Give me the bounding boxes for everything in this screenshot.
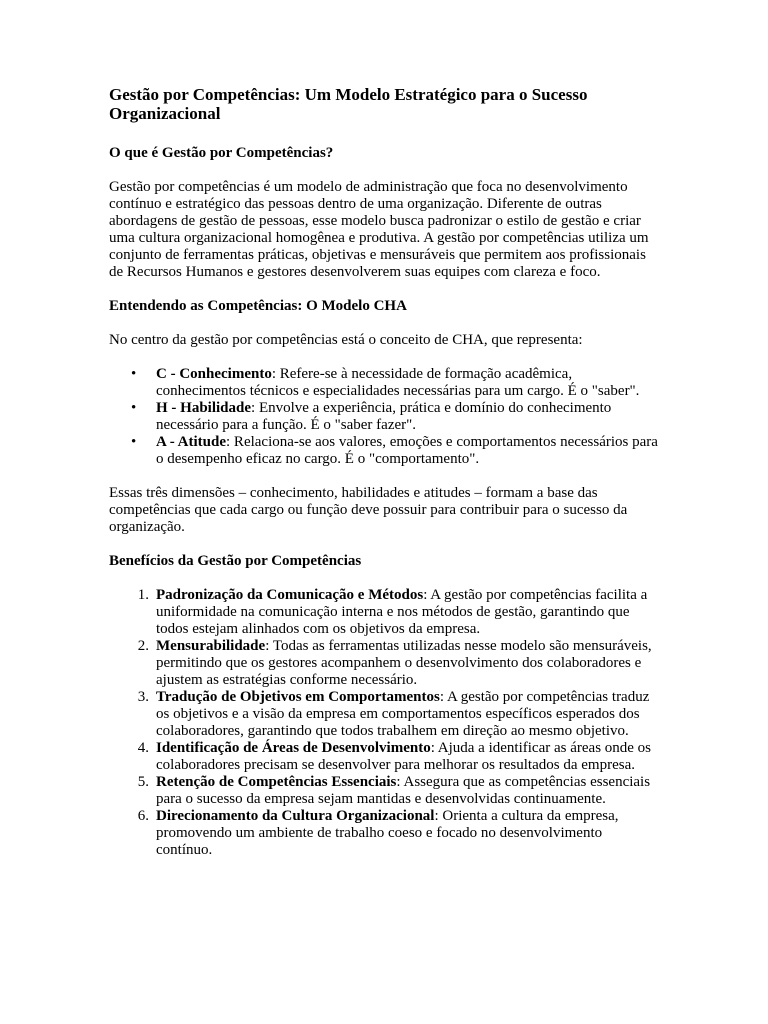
list-item <box>109 808 661 859</box>
list-item-term: Direcionamento da Cultura Organizacional <box>156 808 435 824</box>
cha-bullet-list <box>109 366 661 468</box>
list-item-text: : Relaciona-se aos valores, emoções e comportamentos necessários para o desempenho eficaz no cargo. É o "comportamento". <box>156 434 658 467</box>
document-page <box>109 85 661 859</box>
list-item-term: H - Habilidade <box>156 400 252 416</box>
list-item-text: : Refere-se à necessidade de formação acadêmica, conhecimentos técnicos e especialidades necessárias para um cargo. É o "saber". <box>156 366 640 399</box>
list-item-term: Mensurabilidade <box>156 638 266 654</box>
paragraph-cha-closing: Essas três dimensões – conhecimento, habilidades e atitudes – formam a base das competências que cada cargo ou função deve possuir para contribuir para o sucesso da organização. <box>109 485 628 535</box>
list-number: 3. <box>137 689 149 705</box>
section-heading-what-is: O que é Gestão por Competências? <box>109 145 334 161</box>
list-item <box>109 638 661 689</box>
list-item <box>109 689 661 740</box>
list-item-text: : Ajuda a identificar as áreas onde os colaboradores precisam se desenvolver para melhorar os resultados da empresa. <box>156 740 652 773</box>
list-number: 5. <box>137 774 149 790</box>
list-item <box>109 366 661 400</box>
list-item-text: : Envolve a experiência, prática e domínio do conhecimento necessário para a função. É o "saber fazer". <box>156 400 612 433</box>
section-heading-cha-model: Entendendo as Competências: O Modelo CHA <box>109 298 407 314</box>
bullet-icon: • <box>131 400 137 416</box>
list-item-text: : A gestão por competências facilita a uniformidade na comunicação interna e nos métodos de gestão, garantindo que todos estejam alinhados com os objetivos da empresa. <box>156 587 648 637</box>
list-item <box>109 400 661 434</box>
list-item-term: Tradução de Objetivos em Comportamentos <box>156 689 440 705</box>
list-number: 4. <box>137 740 149 756</box>
list-item-term: C - Conhecimento <box>156 366 272 382</box>
list-item-text: : Assegura que as competências essenciais para o sucesso da empresa sejam mantidas e desenvolvidas continuamente. <box>156 774 651 807</box>
bullet-icon: • <box>131 434 137 450</box>
benefits-numbered-list <box>109 587 661 859</box>
section-heading-benefits: Benefícios da Gestão por Competências <box>109 553 362 569</box>
list-item-term: Identificação de Áreas de Desenvolvimento <box>156 740 431 756</box>
list-item-term: A - Atitude <box>156 434 227 450</box>
list-item-text: : A gestão por competências traduz os objetivos e a visão da empresa em comportamentos específicos esperados dos colaboradores, garantindo que todos trabalhem em direção ao mesmo objetivo. <box>156 689 650 739</box>
bullet-icon: • <box>131 366 137 382</box>
list-item-term: Retenção de Competências Essenciais <box>156 774 397 790</box>
list-number: 2. <box>137 638 149 654</box>
document-title: Gestão por Competências: Um Modelo Estratégico para o Sucesso Organizacional <box>109 85 588 123</box>
list-item <box>109 740 661 774</box>
list-number: 6. <box>137 808 149 824</box>
list-item-term: Padronização da Comunicação e Métodos <box>156 587 424 603</box>
list-item-text: : Orienta a cultura da empresa, promovendo um ambiente de trabalho coeso e focado no desenvolvimento contínuo. <box>156 808 619 858</box>
list-item-text: : Todas as ferramentas utilizadas nesse modelo são mensuráveis, permitindo que os gestores acompanhem o desenvolvimento dos colaboradores e ajustem as estratégias conforme necessário. <box>156 638 652 688</box>
paragraph-definition: Gestão por competências é um modelo de administração que foca no desenvolvimento contínuo e estratégico das pessoas dentro de uma organização. Diferente de outras abordagens de gestão de pessoas, esse modelo busca padronizar o estilo de gestão e criar uma cultura organizacional homogênea e produtiva. A gestão por competências utiliza um conjunto de ferramentas práticas, objetivas e mensuráveis que permitem aos profissionais de Recursos Humanos e gestores desenvolverem suas equipes com clareza e foco. <box>109 179 649 280</box>
list-item <box>109 587 661 638</box>
paragraph-cha-intro: No centro da gestão por competências está o conceito de CHA, que representa: <box>109 332 583 348</box>
list-number: 1. <box>137 587 149 603</box>
list-item <box>109 434 661 468</box>
list-item <box>109 774 661 808</box>
